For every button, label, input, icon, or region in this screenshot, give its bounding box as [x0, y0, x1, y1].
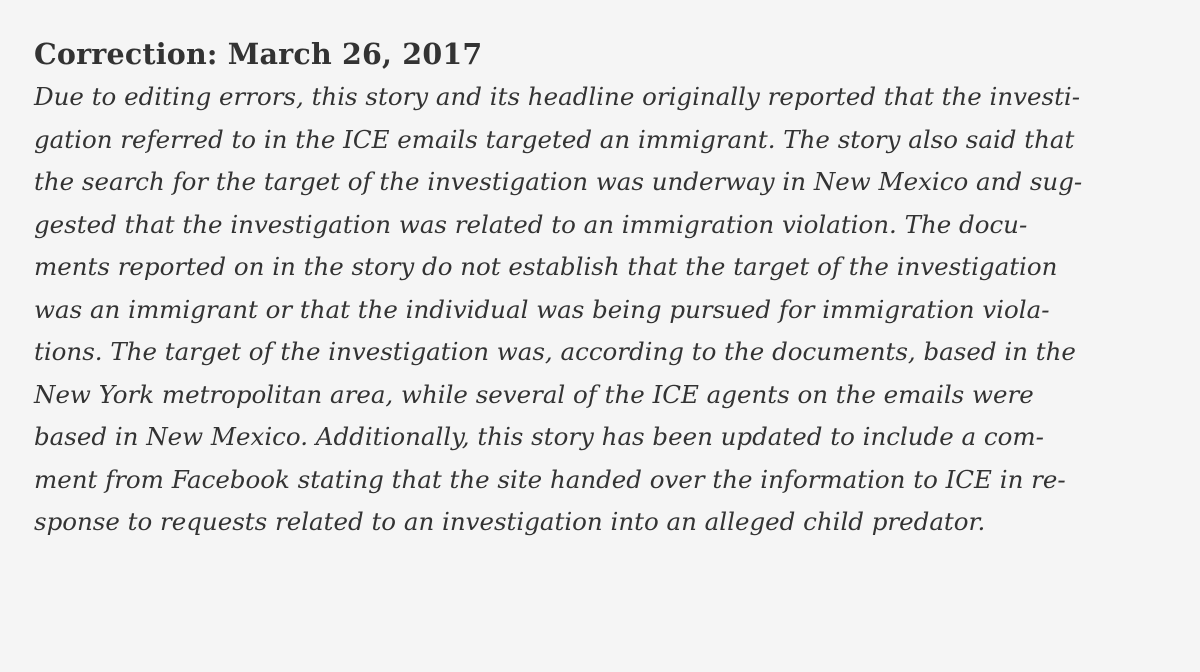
correction-line: tions. The target of the investigation was, according to the documents, based in the — [34, 337, 1076, 366]
correction-line: sponse to requests related to an investigation into an alleged child predator. — [34, 507, 986, 536]
correction-line: based in New Mexico. Additionally, this story has been updated to include a com- — [34, 422, 1044, 451]
correction-line: ment from Facebook stating that the site handed over the information to ICE in re- — [34, 464, 1066, 494]
correction-heading: Correction: March 26, 2017 — [34, 37, 483, 71]
correction-line: New York metropolitan area, while several of the ICE agents on the emails were — [34, 379, 1034, 409]
correction-line: gation referred to in the ICE emails targeted an immigrant. The story also said that — [34, 124, 1075, 154]
correction-line: Due to editing errors, this story and its headline originally reported that the investi- — [34, 82, 1081, 111]
correction-line: was an immigrant or that the individual was being pursued for immigration viola- — [34, 294, 1050, 324]
correction-line: ments reported on in the story do not establish that the target of the investigation — [34, 252, 1058, 281]
correction-line: the search for the target of the investigation was underway in New Mexico and sug- — [34, 167, 1083, 196]
correction-line: gested that the investigation was related to an immigration violation. The docu- — [34, 209, 1028, 239]
correction-body — [34, 76, 1160, 544]
